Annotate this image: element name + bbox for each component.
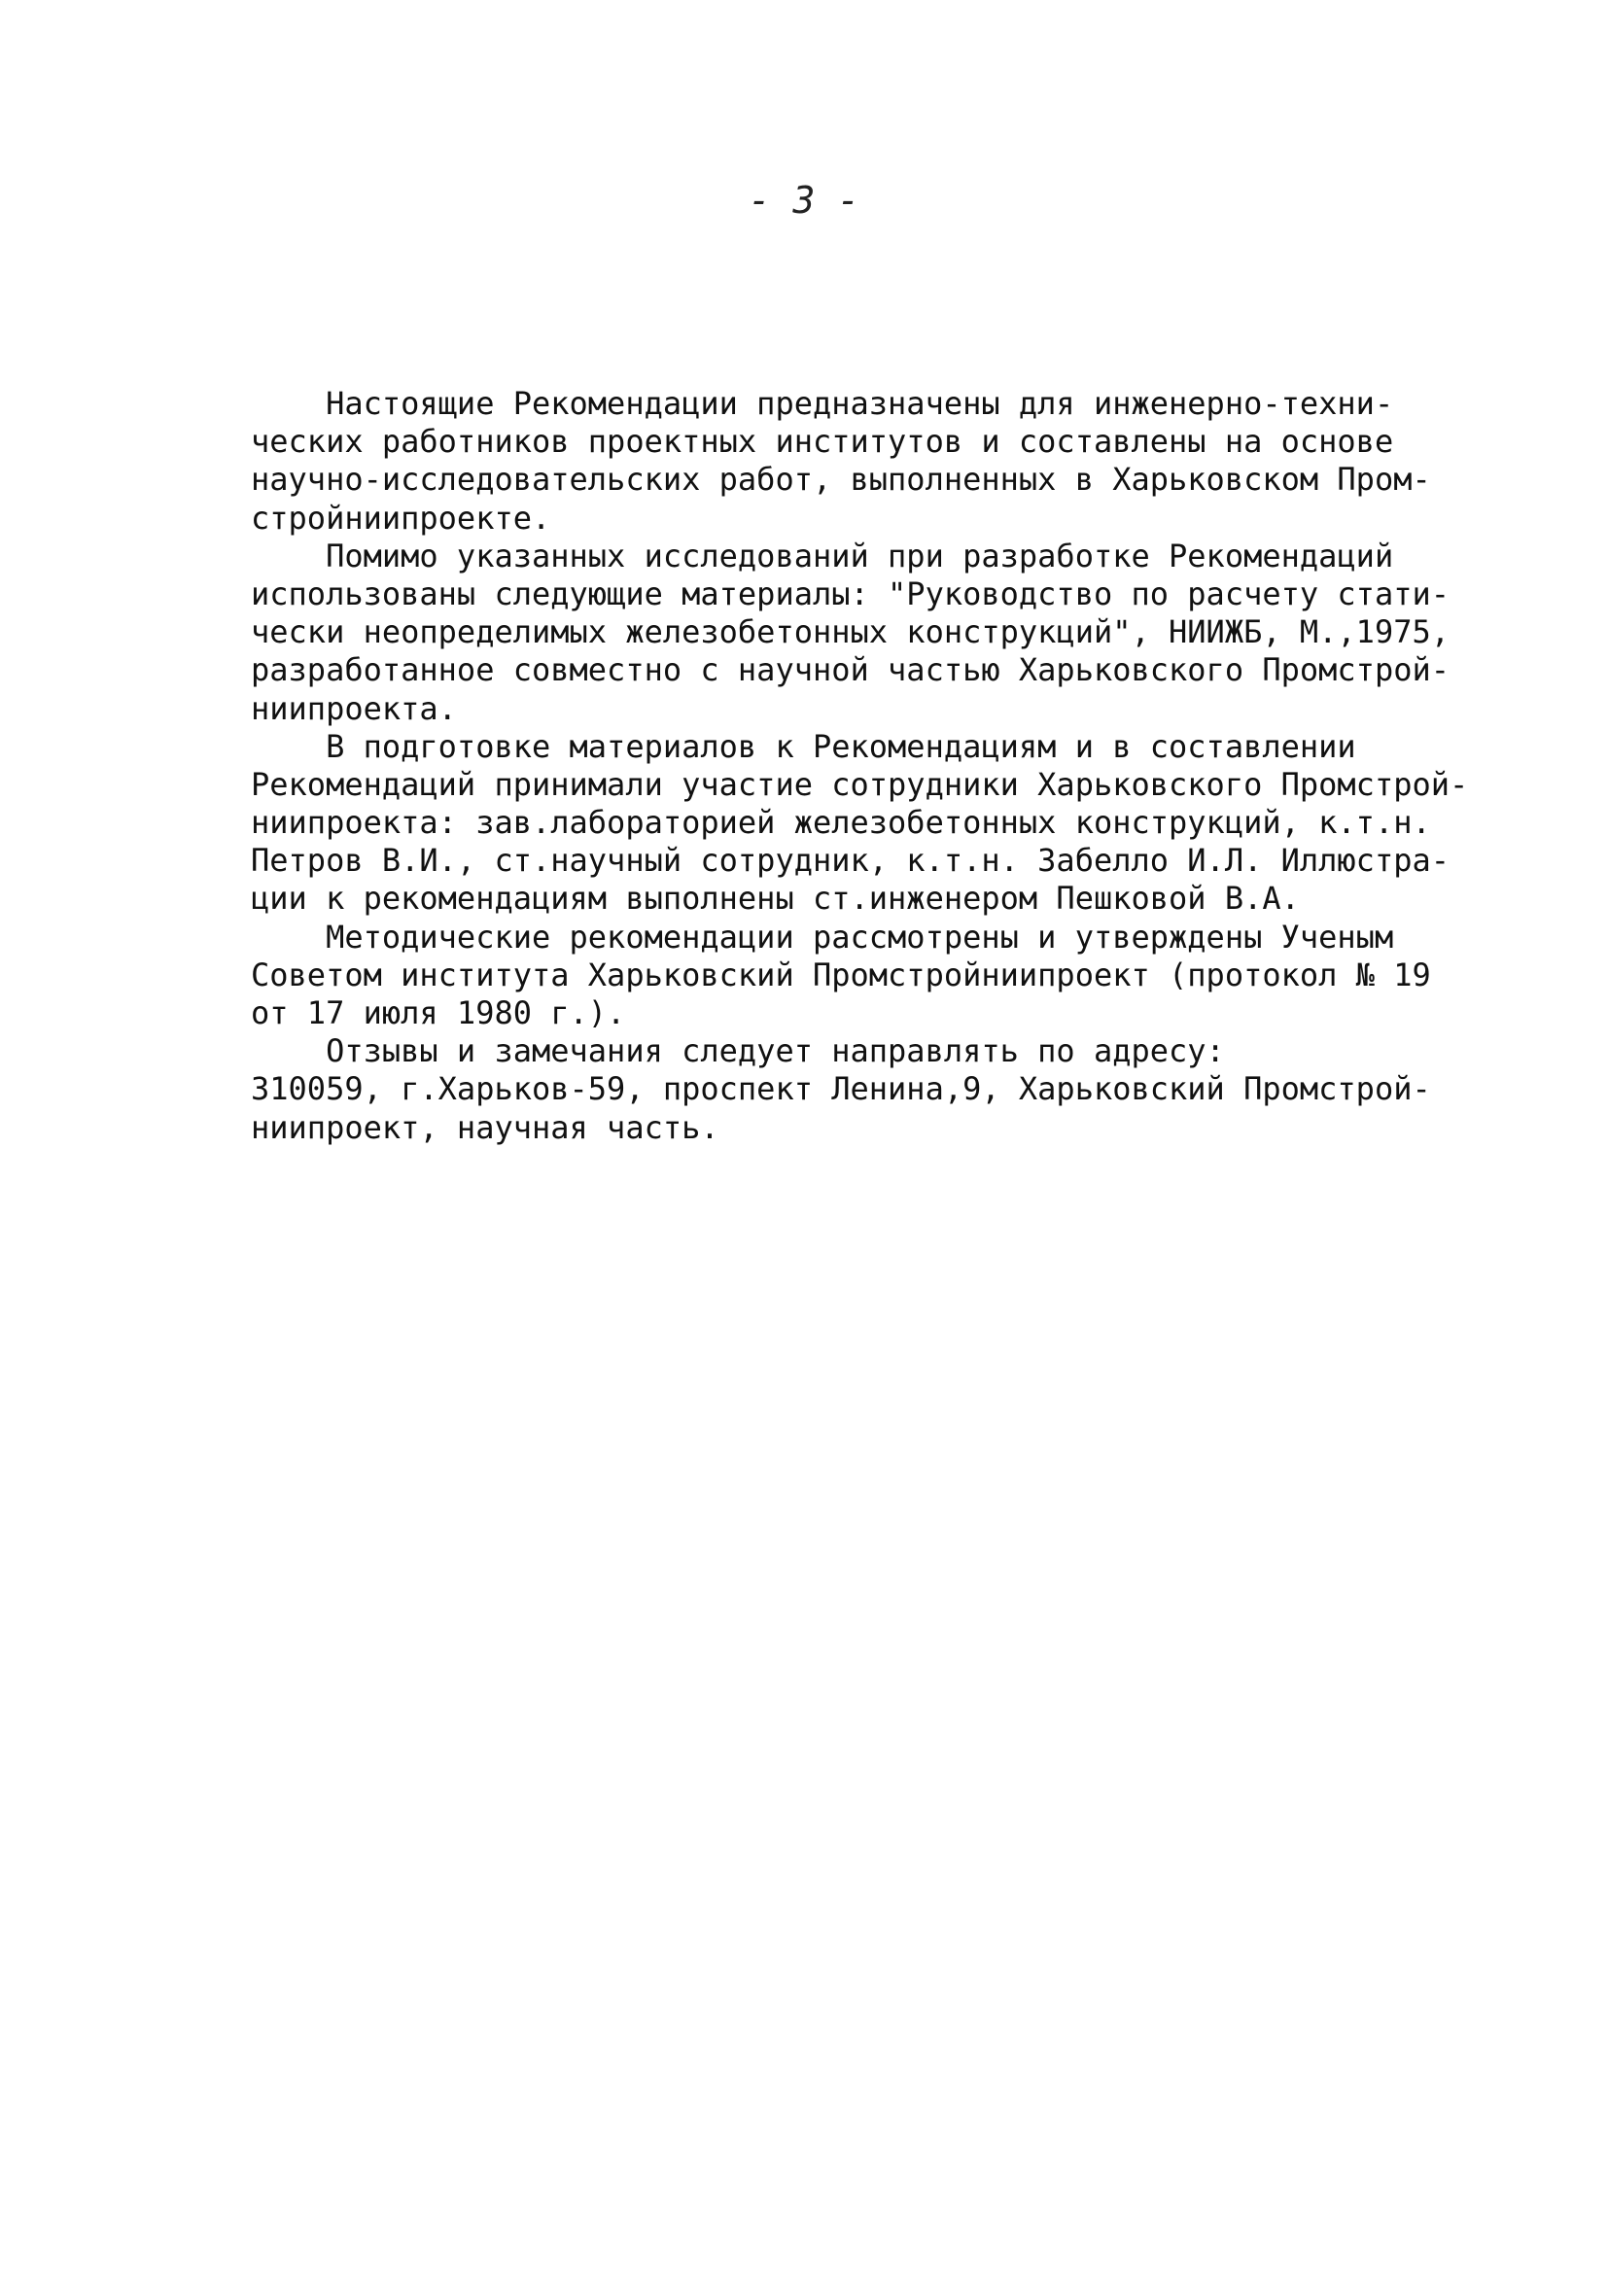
text-line: 310059, г.Харьков-59, проспект Ленина,9, Харьковский Промстрой- [251, 1070, 1431, 1108]
text-line: от 17 июля 1980 г.). [251, 994, 626, 1031]
text-line: Советом института Харьковский Промстройниипроект (протокол № 19 [251, 956, 1431, 993]
body-text [251, 385, 1469, 1147]
text-line: научно-исследовательских работ, выполненных в Харьковском Пром- [251, 461, 1431, 499]
text-line: ниипроекта: зав.лабораторией железобетонных конструкций, к.т.н. [251, 804, 1431, 842]
text-line: ниипроект, научная часть. [251, 1108, 719, 1146]
text-line: Петров В.И., ст.научный сотрудник, к.т.н. Забелло И.Л. Иллюстра- [251, 842, 1450, 880]
page-number: - 3 - [748, 179, 860, 222]
text-line: Рекомендаций принимали участие сотрудники Харьковского Промстрой- [251, 765, 1469, 803]
text-line: В подготовке материалов к Рекомендациям и в составлении [251, 727, 1356, 765]
text-line: ческих работников проектных институтов и составлены на основе [251, 423, 1394, 461]
text-line: Настоящие Рекомендации предназначены для инженерно-техни- [251, 385, 1394, 422]
text-line: разработанное совместно с научной частью Харьковского Промстрой- [251, 651, 1450, 689]
text-line: Помимо указанных исследований при разработке Рекомендаций [251, 537, 1394, 574]
text-line: Отзывы и замечания следует направлять по адресу: [251, 1032, 1225, 1070]
text-line: ниипроекта. [251, 689, 457, 727]
text-line: чески неопределимых железобетонных конструкций", НИИЖБ, М.,1975, [251, 613, 1450, 651]
text-line: стройниипроекте. [251, 499, 551, 537]
text-line: Методические рекомендации рассмотрены и утверждены Ученым [251, 918, 1394, 956]
text-line: использованы следующие материалы: "Руководство по расчету стати- [251, 574, 1450, 612]
text-line: ции к рекомендациям выполнены ст.инженером Пешковой В.А. [251, 880, 1300, 918]
